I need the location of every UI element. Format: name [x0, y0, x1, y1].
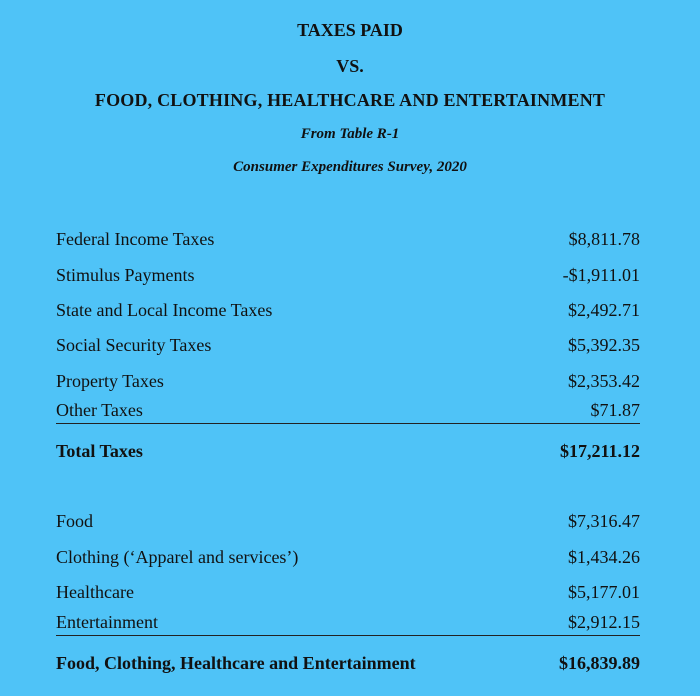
- row-label: Social Security Taxes: [56, 335, 212, 355]
- tax-row-state-local: [56, 295, 640, 323]
- tax-row-social-security: [56, 330, 640, 358]
- total-value: $16,839.89: [559, 653, 640, 673]
- row-label: Other Taxes: [56, 400, 143, 420]
- row-label: Clothing (‘Apparel and services’): [56, 547, 299, 567]
- row-value: -$1,911.01: [562, 265, 640, 285]
- row-label: Property Taxes: [56, 371, 164, 391]
- row-label: Stimulus Payments: [56, 265, 195, 285]
- title-line-1: TAXES PAID: [297, 20, 403, 40]
- row-label: State and Local Income Taxes: [56, 300, 273, 320]
- tax-row-property: [56, 366, 640, 394]
- row-label: Entertainment: [56, 612, 158, 632]
- row-value: $5,392.35: [568, 335, 640, 355]
- row-label: Healthcare: [56, 582, 134, 602]
- row-value: $2,353.42: [568, 371, 640, 391]
- source-note: From Table R-1: [300, 126, 400, 142]
- row-label: Federal Income Taxes: [56, 229, 215, 249]
- expense-row-entertainment: [56, 609, 640, 636]
- tax-row-federal: [56, 224, 640, 252]
- row-value: $2,492.71: [568, 300, 640, 320]
- tax-row-other: [56, 397, 640, 424]
- row-value: $2,912.15: [568, 612, 640, 632]
- row-value: $8,811.78: [568, 229, 640, 249]
- title-line-2: VS.: [336, 56, 364, 76]
- row-value: $5,177.01: [568, 582, 640, 602]
- row-value: $7,316.47: [568, 511, 640, 531]
- expense-row-food: [56, 506, 640, 534]
- total-label: Total Taxes: [56, 441, 143, 461]
- tax-total-row: [56, 436, 640, 464]
- survey-note: Consumer Expenditures Survey, 2020: [233, 159, 467, 175]
- row-value: $71.87: [590, 400, 640, 420]
- title-line-3: FOOD, CLOTHING, HEALTHCARE AND ENTERTAINMENT: [94, 90, 606, 110]
- expense-row-clothing: [56, 542, 640, 570]
- total-value: $17,211.12: [559, 441, 640, 461]
- total-label: Food, Clothing, Healthcare and Entertainment: [56, 653, 416, 673]
- row-label: Food: [56, 511, 94, 531]
- row-value: $1,434.26: [568, 547, 640, 567]
- expense-total-row: [56, 648, 640, 676]
- tax-row-stimulus: [56, 260, 640, 288]
- expense-row-healthcare: [56, 577, 640, 605]
